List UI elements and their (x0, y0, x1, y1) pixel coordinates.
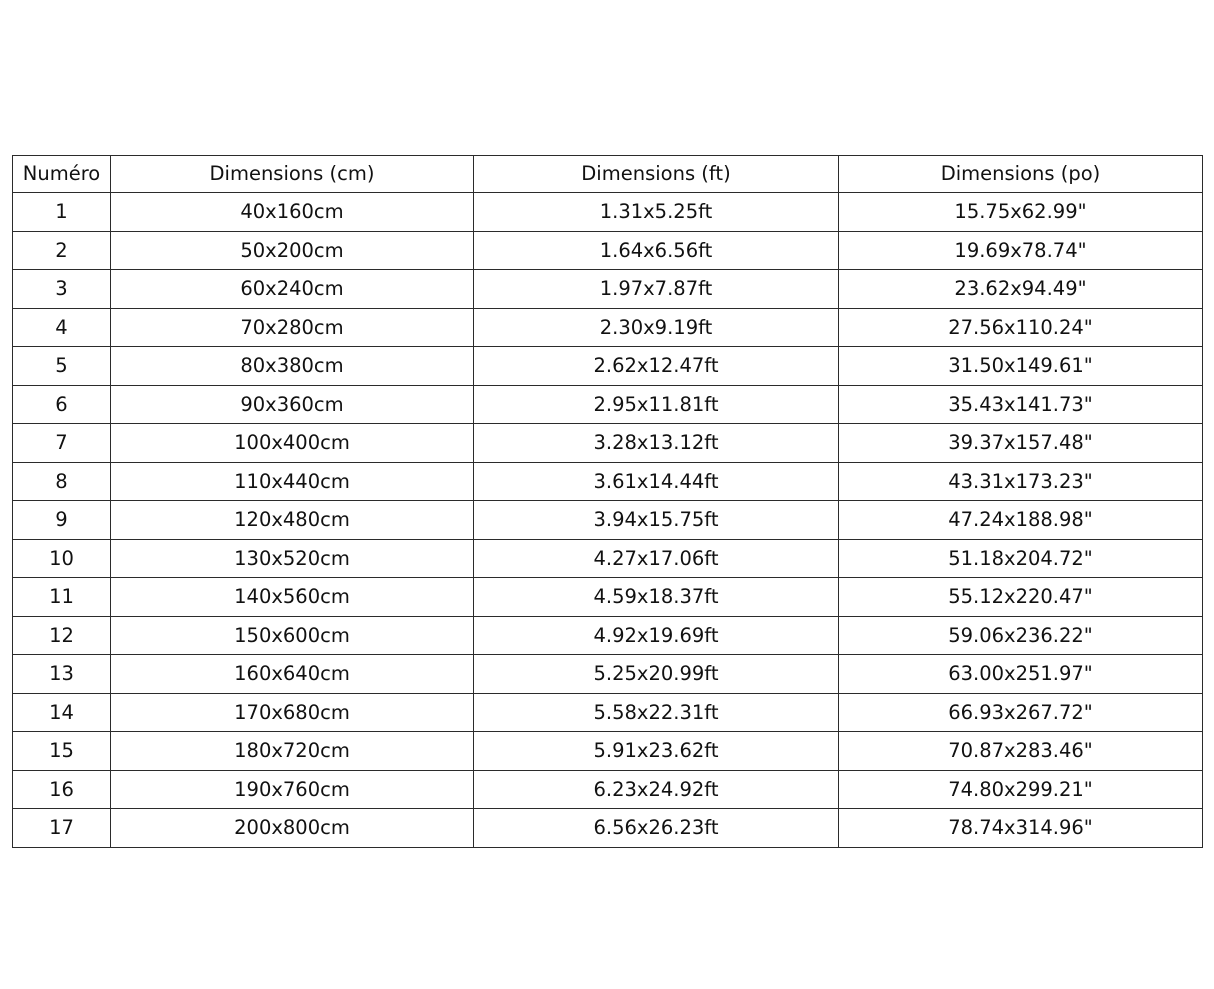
cell-dimensions-po: 66.93x267.72" (839, 693, 1203, 732)
table-row (13, 462, 1203, 501)
cell-numero: 15 (13, 732, 111, 771)
table-row (13, 616, 1203, 655)
cell-numero: 2 (13, 231, 111, 270)
cell-numero: 8 (13, 462, 111, 501)
table-row (13, 655, 1203, 694)
cell-dimensions-ft: 5.58x22.31ft (474, 693, 839, 732)
cell-dimensions-cm: 170x680cm (111, 693, 474, 732)
cell-dimensions-cm: 150x600cm (111, 616, 474, 655)
cell-dimensions-po: 43.31x173.23" (839, 462, 1203, 501)
cell-dimensions-cm: 140x560cm (111, 578, 474, 617)
cell-dimensions-po: 35.43x141.73" (839, 385, 1203, 424)
cell-dimensions-po: 63.00x251.97" (839, 655, 1203, 694)
cell-dimensions-cm: 180x720cm (111, 732, 474, 771)
cell-numero: 10 (13, 539, 111, 578)
cell-dimensions-cm: 80x380cm (111, 347, 474, 386)
cell-dimensions-po: 31.50x149.61" (839, 347, 1203, 386)
cell-dimensions-po: 70.87x283.46" (839, 732, 1203, 771)
cell-dimensions-po: 19.69x78.74" (839, 231, 1203, 270)
cell-dimensions-cm: 130x520cm (111, 539, 474, 578)
cell-dimensions-po: 47.24x188.98" (839, 501, 1203, 540)
cell-numero: 13 (13, 655, 111, 694)
cell-dimensions-ft: 3.28x13.12ft (474, 424, 839, 463)
table-row (13, 578, 1203, 617)
table-row (13, 385, 1203, 424)
cell-dimensions-po: 23.62x94.49" (839, 270, 1203, 309)
cell-dimensions-ft: 2.95x11.81ft (474, 385, 839, 424)
table-row (13, 424, 1203, 463)
cell-numero: 9 (13, 501, 111, 540)
cell-dimensions-ft: 5.91x23.62ft (474, 732, 839, 771)
column-header-ft: Dimensions (ft) (474, 156, 839, 193)
cell-numero: 5 (13, 347, 111, 386)
table-row (13, 308, 1203, 347)
cell-numero: 4 (13, 308, 111, 347)
cell-dimensions-ft: 6.23x24.92ft (474, 770, 839, 809)
cell-dimensions-ft: 1.31x5.25ft (474, 193, 839, 232)
cell-dimensions-po: 55.12x220.47" (839, 578, 1203, 617)
table-row (13, 270, 1203, 309)
cell-dimensions-po: 27.56x110.24" (839, 308, 1203, 347)
cell-dimensions-po: 74.80x299.21" (839, 770, 1203, 809)
table-row (13, 770, 1203, 809)
cell-dimensions-po: 15.75x62.99" (839, 193, 1203, 232)
table-row (13, 193, 1203, 232)
cell-dimensions-ft: 2.30x9.19ft (474, 308, 839, 347)
cell-dimensions-ft: 3.61x14.44ft (474, 462, 839, 501)
dimensions-table-container (12, 155, 1202, 848)
cell-dimensions-ft: 2.62x12.47ft (474, 347, 839, 386)
column-header-cm: Dimensions (cm) (111, 156, 474, 193)
cell-dimensions-cm: 160x640cm (111, 655, 474, 694)
dimensions-table (12, 155, 1203, 848)
cell-dimensions-ft: 1.64x6.56ft (474, 231, 839, 270)
cell-numero: 6 (13, 385, 111, 424)
table-row (13, 501, 1203, 540)
cell-numero: 7 (13, 424, 111, 463)
cell-dimensions-cm: 50x200cm (111, 231, 474, 270)
cell-dimensions-ft: 4.92x19.69ft (474, 616, 839, 655)
cell-numero: 17 (13, 809, 111, 848)
cell-dimensions-cm: 120x480cm (111, 501, 474, 540)
table-row (13, 732, 1203, 771)
table-row (13, 693, 1203, 732)
cell-dimensions-cm: 100x400cm (111, 424, 474, 463)
cell-dimensions-ft: 4.59x18.37ft (474, 578, 839, 617)
cell-dimensions-po: 78.74x314.96" (839, 809, 1203, 848)
cell-numero: 14 (13, 693, 111, 732)
table-row (13, 809, 1203, 848)
table-body (13, 193, 1203, 848)
cell-dimensions-cm: 70x280cm (111, 308, 474, 347)
cell-dimensions-po: 51.18x204.72" (839, 539, 1203, 578)
cell-dimensions-po: 39.37x157.48" (839, 424, 1203, 463)
column-header-numero: Numéro (13, 156, 111, 193)
cell-dimensions-ft: 1.97x7.87ft (474, 270, 839, 309)
cell-numero: 1 (13, 193, 111, 232)
cell-numero: 3 (13, 270, 111, 309)
table-header-row (13, 156, 1203, 193)
cell-numero: 16 (13, 770, 111, 809)
cell-dimensions-cm: 190x760cm (111, 770, 474, 809)
cell-dimensions-cm: 90x360cm (111, 385, 474, 424)
column-header-po: Dimensions (po) (839, 156, 1203, 193)
cell-dimensions-cm: 60x240cm (111, 270, 474, 309)
cell-dimensions-ft: 5.25x20.99ft (474, 655, 839, 694)
cell-dimensions-ft: 6.56x26.23ft (474, 809, 839, 848)
cell-dimensions-po: 59.06x236.22" (839, 616, 1203, 655)
table-row (13, 231, 1203, 270)
cell-dimensions-cm: 200x800cm (111, 809, 474, 848)
cell-dimensions-ft: 4.27x17.06ft (474, 539, 839, 578)
cell-numero: 11 (13, 578, 111, 617)
cell-numero: 12 (13, 616, 111, 655)
cell-dimensions-cm: 110x440cm (111, 462, 474, 501)
cell-dimensions-cm: 40x160cm (111, 193, 474, 232)
table-row (13, 539, 1203, 578)
cell-dimensions-ft: 3.94x15.75ft (474, 501, 839, 540)
table-row (13, 347, 1203, 386)
